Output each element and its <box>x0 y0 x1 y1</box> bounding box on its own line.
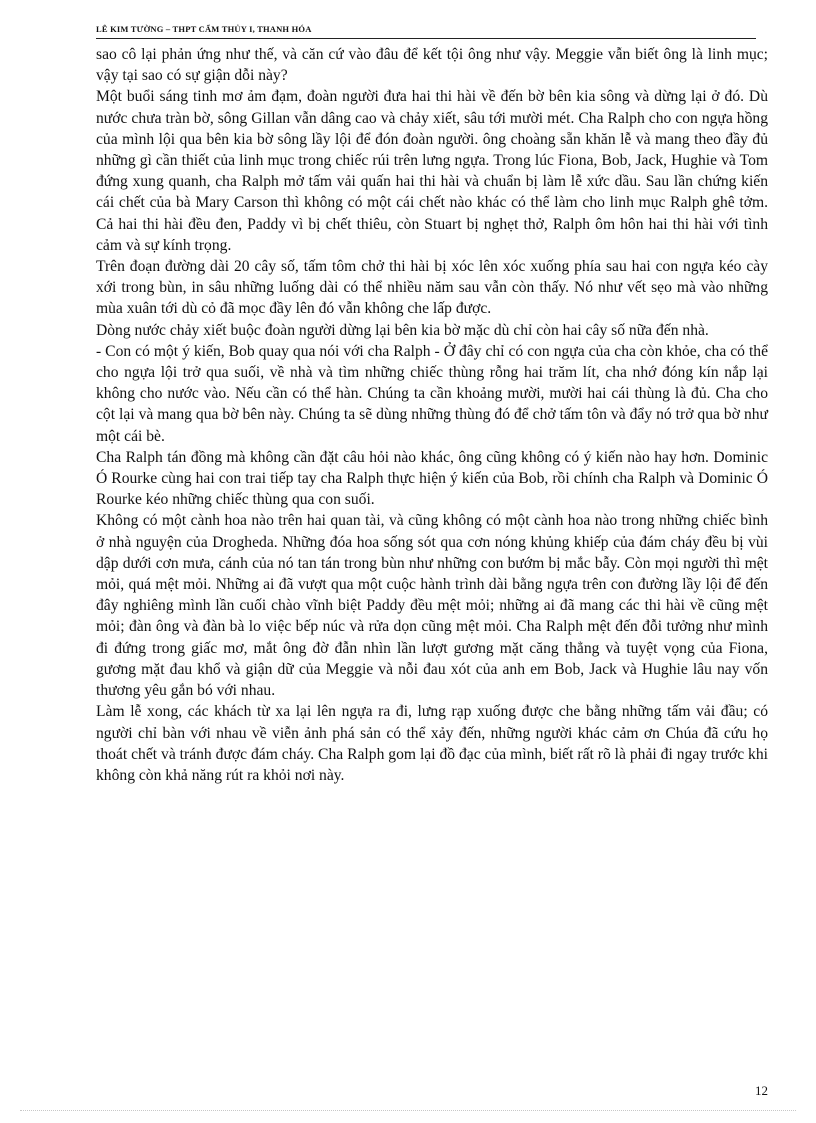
paragraph: Làm lễ xong, các khách từ xa lại lên ngựa ra đi, lưng rạp xuống được che bằng những tấm vải đầu; có người chỉ bàn với nhau về viễn ảnh phá sản có thể xảy đến, những người khác cảm ơn Chúa đã cứu họ thoát chết và tránh được đám cháy. Cha Ralph gom lại đồ đạc của mình, biết rất rõ là phải đi ngay trước khi không còn khả năng rút ra khỏi nơi này. <box>96 703 768 784</box>
paragraph: Trên đoạn đường dài 20 cây số, tấm tôm chở thi hài bị xóc lên xóc xuống phía sau hai con ngựa kéo cày xới trong bùn, in sâu những luống dài có thể nhiều năm sau vẫn còn thấy. Nó như vết sẹo mà vào những mùa xuân tới dù cỏ đã mọc đầy lên đó vẫn không che lấp được. <box>96 258 768 318</box>
header-rule <box>96 38 756 39</box>
body-text <box>96 44 768 786</box>
page-number: 12 <box>755 1083 768 1098</box>
paragraph: sao cô lại phản ứng như thế, và căn cứ vào đâu để kết tội ông như vậy. Meggie vẫn biết ông là linh mục; vậy tại sao có sự giận dỗi này? <box>96 46 768 85</box>
paragraph: Một buổi sáng tinh mơ ảm đạm, đoàn người đưa hai thi hài về đến bờ bên kia sông và dừng lại ở đó. Dù nước chưa tràn bờ, sông Gillan vẫn dâng cao và chảy xiết, sâu tới mười mét. Cha Ralph cho con ngựa hồng của mình lội qua bên kia bờ sông lầy lội để đón đoàn người. ông choàng sẵn khăn lễ và mang theo đầy đủ những gì cần thiết của linh mục trong chiếc rúi trên lưng ngựa. Trong lúc Fiona, Bob, Jack, Hughie và Tom đứng xung quanh, cha Ralph mở tấm vải quấn hai thi hài và chuẩn bị làm lễ xức dầu. Sau lần chứng kiến cái chết của bà Mary Carson thì không có một cái chết nào khác có thể làm cho linh mục Ralph ghê tởm. Cả hai thi hài đều đen, Paddy vì bị chết thiêu, còn Stuart bị nghẹt thở, Ralph ôm hôn hai thi hài với tình cảm và sự kính trọng. <box>96 88 768 254</box>
paragraph: Cha Ralph tán đồng mà không cần đặt câu hỏi nào khác, ông cũng không có ý kiến nào hay hơn. Dominic Ó Rourke cùng hai con trai tiếp tay cha Ralph thực hiện ý kiến của Bob, rồi chính cha Ralph và Dominic Ó Rourke kéo những chiếc thùng qua con suối. <box>96 448 768 509</box>
page-bottom-border <box>20 1110 796 1111</box>
paragraph: Dòng nước chảy xiết buộc đoàn người dừng lại bên kia bờ mặc dù chỉ còn hai cây số nữa đến nhà. <box>96 321 709 339</box>
paragraph: Không có một cành hoa nào trên hai quan tài, và cũng không có một cành hoa nào trong những chiếc bình ở nhà nguyện của Drogheda. Những đóa hoa sống sót qua cơn nóng khủng khiếp của đám cháy đều bị vùi dập dưới cơn mưa, cánh của nó tan tán trong bùn như những con bướm bị mắc bẫy. Còn mọi người thì mệt mỏi, quá mệt mỏi. Những ai đã vượt qua một cuộc hành trình dài bằng ngựa trên con đường lầy lội để đến đây nghiêng mình lần cuối chào vĩnh biệt Paddy đều mệt mỏi; những ai đã mang các thi hài về cũng mệt mỏi; đàn ông và đàn bà lo việc bếp núc và rửa dọn cũng mệt mỏi. Cha Ralph mệt đến đỗi tưởng như mình đi đứng trong giấc mơ, mắt ông đờ đẫn nhìn lần lượt gương mặt căng thẳng và tuyệt vọng của Fiona, gương mặt đau khổ và giận dữ của Meggie và nỗi đau xót của anh em Bob, Jack và Hughie lâu nay vốn thương yêu gắn bó với nhau. <box>96 512 768 700</box>
paragraph: - Con có một ý kiến, Bob quay qua nói với cha Ralph - Ở đây chỉ có con ngựa của cha còn khỏe, cha có thể cho ngựa lội trở qua suối, về nhà và tìm những chiếc thùng rỗng hai trăm lít, cha nhớ đóng kín nắp lại không cho nước vào. Nếu cần có thể hàn. Chúng ta cần khoảng mười, mười hai cái thùng là đủ. Cha cho cột lại và mang qua bờ bên này. Chúng ta sẽ dùng những thùng đó để chở tấm tôn và đẩy nó trở qua bờ như một cái bè. <box>96 342 768 445</box>
running-header: LÊ KIM TƯỜNG – THPT CẨM THỦY I, THANH HÓA <box>96 24 312 34</box>
